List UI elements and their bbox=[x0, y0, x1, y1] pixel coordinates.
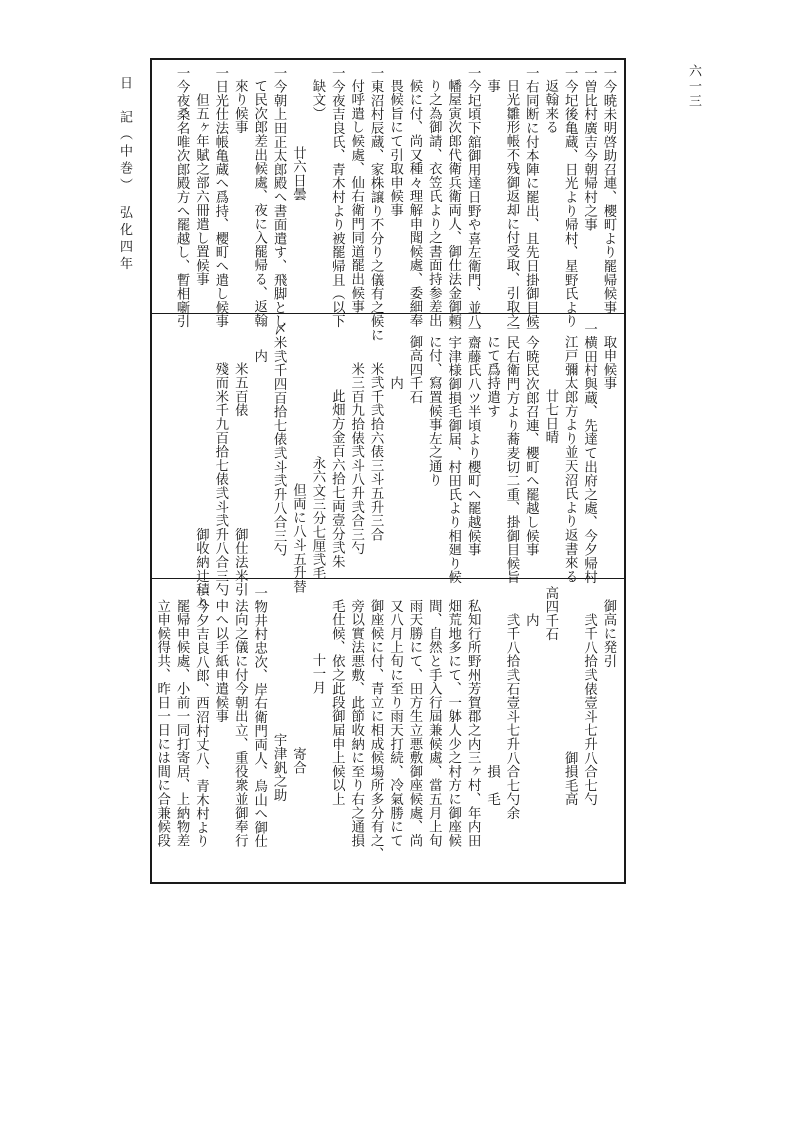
text-column: に付、寫置候事左之通り bbox=[426, 335, 442, 488]
divider-rule bbox=[152, 578, 624, 579]
text-column: 高四千石 bbox=[542, 586, 558, 642]
text-column: 弐千八拾弐俵壹斗七升八合七勺 bbox=[581, 612, 597, 806]
text-column: 一今夜桑名唯次郎殿方へ罷越し、暫相噺引 bbox=[174, 66, 190, 329]
text-column: 一右同断に付本陣に罷出、且先日掛御目候 bbox=[523, 66, 539, 329]
text-column: 内 bbox=[523, 612, 539, 627]
segment-middle bbox=[158, 322, 618, 611]
text-column: 御高に発引 bbox=[601, 599, 616, 669]
text-column: り之為御請、衣笠氏より之書面持参差出 bbox=[426, 79, 442, 328]
divider-rule bbox=[152, 313, 624, 314]
text-column: 私知行所野州芳賀郡之内三ヶ村、年内田 bbox=[465, 599, 481, 848]
text-column: 一日光仕法帳亀蔵へ爲持、櫻町へ遣し候事 bbox=[212, 66, 228, 329]
running-header: 日 記（中巻） 弘化四年 bbox=[117, 76, 132, 274]
text-column: 宇津釩之助 bbox=[271, 733, 287, 803]
text-column: 一民右衛門方より蕎麦切二重、掛御目候旨 bbox=[503, 322, 519, 585]
text-column: 一今夜吉良氏、青木村より被罷帰且（以下 bbox=[329, 66, 345, 329]
text-column: 一宇津様御損毛御届、村田氏より相廻り候 bbox=[445, 322, 461, 585]
text-column: 畑荒地多にて、一躰人少之村方に御座候 bbox=[445, 599, 461, 848]
text-column: にて爲持遣す bbox=[484, 335, 500, 419]
text-column: 罷帰申候處、小前一同打寄居、上納物差 bbox=[174, 599, 190, 848]
page-number: 六一三 bbox=[686, 64, 701, 109]
text-column: 此畑方金百六拾七両壹分弐朱 bbox=[329, 389, 345, 569]
text-column: 中へ以手紙申遣候事 bbox=[212, 599, 228, 724]
text-column: 御高四千石 bbox=[406, 335, 422, 405]
text-column: 殘而米千九百拾七俵弐斗弐升八合三勺 bbox=[212, 362, 228, 597]
text-column: 一物井村忠次、岸右衛門両人、烏山へ御仕 bbox=[251, 586, 267, 849]
text-column: 一曽比村廣吉今朝帰村之事 bbox=[581, 66, 597, 232]
text-column: 御收納辻積り bbox=[193, 362, 209, 611]
text-column: 缺文） bbox=[309, 79, 325, 121]
text-column: 毛仕候、依之此段御届申上候以上 bbox=[329, 599, 345, 807]
text-column: 間、自然と手入行屆兼候處、當五月上旬 bbox=[426, 599, 442, 848]
text-column: 幡屋寅次郎代衛兵衛両人、御仕法金御頼 bbox=[445, 79, 461, 328]
text-column: て民次郎差出候處、夜に入罷帰る、返翰 bbox=[251, 79, 267, 328]
text-column: 一今暁未明啓助召連、櫻町より罷帰候事 bbox=[601, 66, 616, 315]
text-column: 米三百九拾俵弐斗八升弐合三勺 bbox=[348, 362, 364, 556]
text-column: 米弐千弐拾六俵三斗五升三合 bbox=[368, 362, 384, 542]
text-column: 江戸彌太郎方より並天沼氏より返書來る bbox=[562, 335, 578, 584]
text-column: 一齋藤氏八ツ半頃より櫻町へ罷越候事 bbox=[465, 322, 481, 557]
text-column: 法向之儀に付今朝出立、重役衆並御奉行 bbox=[232, 599, 248, 848]
text-column: 候に付、尚又種々理解申聞候處、委細奉 bbox=[406, 79, 422, 328]
text-column: 一今暁民次郎召連、櫻町へ罷越し候事 bbox=[523, 322, 539, 557]
text-column: 返翰来る bbox=[542, 79, 558, 135]
text-column: 畏候旨にて引取申候事 bbox=[387, 79, 403, 218]
text-column: 日光雛形帳不残御返却に付受取、引取之 bbox=[503, 79, 519, 328]
text-column: 付呼遣し候處、仙右衛門同道罷出候事 bbox=[348, 79, 364, 314]
text-column: 内 bbox=[387, 375, 403, 390]
text-column: 但両に八斗五升替 bbox=[290, 482, 306, 594]
segment-top bbox=[158, 66, 618, 342]
text-column: 旁以實法悪敷、此節收納に至り右之通損 bbox=[348, 599, 364, 848]
text-column: 御座候に付、青立に相成候場所多分有之、 bbox=[368, 599, 384, 862]
text-column: 寄合 bbox=[290, 746, 306, 775]
text-column: 一東沼村辰蔵、家株譲り不分り之儀有之候に bbox=[368, 66, 384, 342]
text-column: 米五百俵 御仕法米引 bbox=[232, 362, 248, 597]
text-column: 一今𡉏頃下舘御用達日野や喜左衛門、並八 bbox=[465, 66, 481, 329]
text-column: 廿六日曇 bbox=[290, 146, 306, 202]
text-column: 御損毛高 bbox=[562, 612, 578, 806]
text-column: 損 毛 bbox=[484, 612, 500, 806]
text-column: 弐千八拾弐石壹斗七升八合七勺余 bbox=[503, 612, 519, 820]
text-column: 廿七日晴 bbox=[542, 389, 558, 445]
text-column: 一今朝上田正太郎殿へ書面遣す、飛脚とし bbox=[271, 66, 287, 329]
text-column: 取申候事 bbox=[601, 335, 616, 391]
text-column: 雨天勝にて、田方生立悪敷御座候處、尚 bbox=[406, 599, 422, 848]
text-column: 事 bbox=[484, 79, 500, 94]
text-column: 一今𡉏後亀蔵、日光より帰村、星野氏より bbox=[562, 66, 578, 329]
text-column: 一横田村與蔵、先達て出府之處、今夕帰村 bbox=[581, 322, 597, 585]
segment-bottom bbox=[154, 586, 618, 878]
text-column: 立申候得共、昨日一日には間に合兼候段 bbox=[154, 599, 170, 848]
text-column: 但五ヶ年賦之部六冊遣し置候事 bbox=[193, 92, 209, 286]
text-column: 〆米弐千四百拾七俵弐斗弐升八合三勺 bbox=[271, 322, 287, 557]
text-column: 内 bbox=[251, 348, 267, 363]
text-column: 一今夕吉良八郎、西沼村丈八、青木村より bbox=[193, 586, 209, 849]
page-frame bbox=[150, 58, 626, 884]
text-column: 十一月 bbox=[309, 653, 325, 695]
text-column: 來り候事 bbox=[232, 79, 248, 135]
text-column: 永六文三分七厘弐毛 bbox=[309, 456, 325, 581]
text-column: 又八月上旬に至り雨天打続、冷氣勝にて bbox=[387, 599, 403, 848]
